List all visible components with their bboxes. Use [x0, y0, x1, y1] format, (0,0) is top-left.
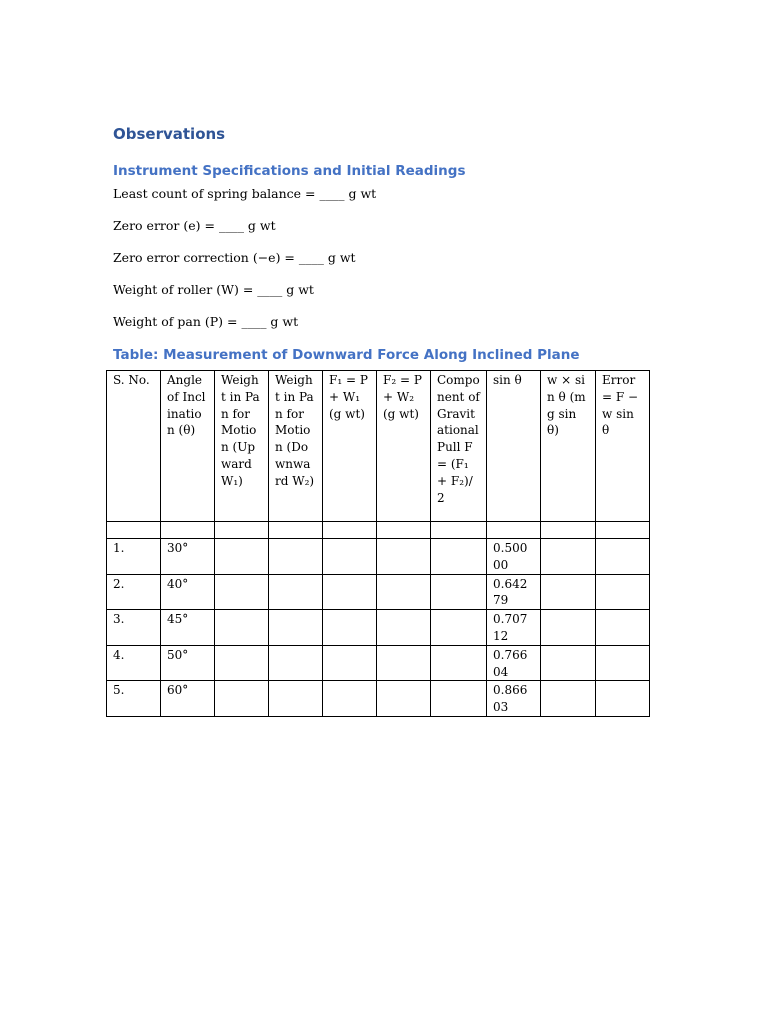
table-cell [323, 522, 377, 539]
table-cell: 0.50000 [487, 539, 541, 575]
table-cell [323, 681, 377, 717]
table-cell [269, 522, 323, 539]
section-title: Observations [113, 125, 226, 143]
table-cell: 1. [107, 539, 161, 575]
table-cell: 0.76604 [487, 645, 541, 681]
table-cell [431, 681, 487, 717]
pan-weight-line: Weight of pan (P) = ____ g wt [113, 314, 299, 329]
header-cell-w-sin-theta: w × sin θ (mg sin θ) [541, 371, 596, 522]
table-cell [596, 522, 650, 539]
table-cell [431, 610, 487, 646]
table-cell [269, 539, 323, 575]
table-cell [596, 681, 650, 717]
table-cell [541, 522, 596, 539]
table-cell [541, 681, 596, 717]
table-header-row [107, 371, 650, 522]
table-cell [269, 610, 323, 646]
table-cell [323, 610, 377, 646]
table-cell [269, 574, 323, 610]
table-cell [596, 610, 650, 646]
table-cell [323, 574, 377, 610]
table-cell [215, 539, 269, 575]
table-caption: Table: Measurement of Downward Force Along Inclined Plane [113, 347, 580, 363]
table-cell [431, 645, 487, 681]
table-cell: 4. [107, 645, 161, 681]
table-row [107, 645, 650, 681]
table-cell: 0.70712 [487, 610, 541, 646]
header-cell-f1: F₁ = P + W₁ (g wt) [323, 371, 377, 522]
header-cell-error: Error = F − w sin θ [596, 371, 650, 522]
table-cell [215, 610, 269, 646]
table-cell [596, 645, 650, 681]
table-cell [377, 681, 431, 717]
table-cell [215, 645, 269, 681]
header-cell-component-f: Component of Gravitational Pull F = (F₁ + F₂)/2 [431, 371, 487, 522]
table-cell [541, 645, 596, 681]
table-cell: 0.64279 [487, 574, 541, 610]
table-cell [107, 522, 161, 539]
instrument-heading: Instrument Specifications and Initial Readings [113, 163, 466, 179]
header-cell-angle: Angle of Inclination (θ) [161, 371, 215, 522]
table-cell [215, 681, 269, 717]
table-cell [487, 522, 541, 539]
table-cell [431, 539, 487, 575]
zero-error-correction-line: Zero error correction (−e) = ____ g wt [113, 250, 356, 265]
table-cell [377, 645, 431, 681]
observation-table [106, 370, 650, 717]
table-row [107, 681, 650, 717]
table-cell [431, 574, 487, 610]
table-cell: 30° [161, 539, 215, 575]
table-cell [541, 610, 596, 646]
table-cell [323, 539, 377, 575]
table-cell [541, 574, 596, 610]
table-cell [323, 645, 377, 681]
table-cell: 5. [107, 681, 161, 717]
header-cell-downward-weight: Weight in Pan for Motion (Downward W₂) [269, 371, 323, 522]
table-cell: 60° [161, 681, 215, 717]
table-cell [161, 522, 215, 539]
table-cell [377, 610, 431, 646]
table-cell: 0.86603 [487, 681, 541, 717]
zero-error-line: Zero error (e) = ____ g wt [113, 218, 276, 233]
table-cell [596, 574, 650, 610]
table-cell: 50° [161, 645, 215, 681]
table-cell [377, 574, 431, 610]
table-cell [377, 539, 431, 575]
header-cell-f2: F₂ = P + W₂ (g wt) [377, 371, 431, 522]
table-cell [431, 522, 487, 539]
table-cell: 2. [107, 574, 161, 610]
table-cell [215, 522, 269, 539]
header-cell-sin-theta: sin θ [487, 371, 541, 522]
header-cell-sno: S. No. [107, 371, 161, 522]
table-cell: 3. [107, 610, 161, 646]
table-cell [596, 539, 650, 575]
table-cell [215, 574, 269, 610]
least-count-line: Least count of spring balance = ____ g wt [113, 186, 377, 201]
table-cell: 40° [161, 574, 215, 610]
table-spacer-row [107, 522, 650, 539]
table-cell [269, 681, 323, 717]
table-row [107, 574, 650, 610]
roller-weight-line: Weight of roller (W) = ____ g wt [113, 282, 314, 297]
table-row [107, 610, 650, 646]
table-cell [269, 645, 323, 681]
header-cell-upward-weight: Weight in Pan for Motion (Upward W₁) [215, 371, 269, 522]
table-cell [377, 522, 431, 539]
table-row [107, 539, 650, 575]
table-cell [541, 539, 596, 575]
table-cell: 45° [161, 610, 215, 646]
